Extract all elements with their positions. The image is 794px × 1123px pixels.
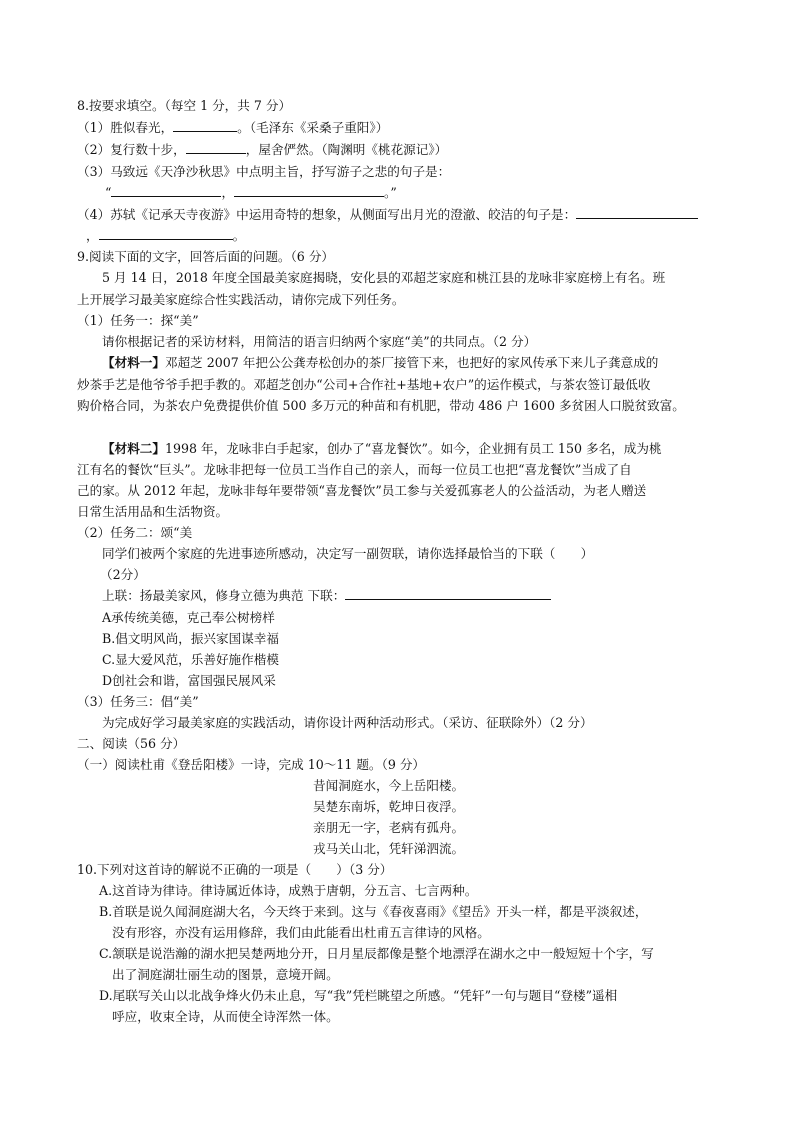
q8-item-3: （3）马致远《天净沙秋思》中点明主旨，抒写游子之悲的句子是： <box>77 164 451 179</box>
answer-blank[interactable] <box>99 226 233 240</box>
comma: ， <box>221 185 235 200</box>
quote-open: “ <box>105 185 112 200</box>
quote-close: 。” <box>384 185 397 200</box>
q8-item-1-text: （1）胜似春光， <box>77 120 174 135</box>
q9-intro-line: 5 月 14 日，2018 年度全国最美家庭揭晓，安化县的邓超芝家庭和桃江县的龙咏非家庭榜上有名。班 <box>102 270 666 285</box>
material-1-line: 炒茶手艺是他爷爷手把手教的。邓超芝创办“公司+合作社+基地+农户”的运作模式，与茶农签订最低收 <box>77 377 651 392</box>
q9-intro-line: 上开展学习最美家庭综合性实践活动，请你完成下列任务。 <box>77 292 405 307</box>
material-2-line: 江有名的餐饮“巨头”。龙咏非把每一位员工当作自己的亲人，而每一位员工也把“喜龙餐饮”当成了自 <box>77 462 632 477</box>
task-2-score: （2分） <box>100 567 146 582</box>
answer-blank[interactable] <box>173 118 237 132</box>
q8-item-3-blanks <box>105 183 397 203</box>
couplet-line <box>102 586 551 606</box>
q10-option-d[interactable]: D.尾联写关山以北战争烽火仍未止息，写“我”凭栏眺望之所感。“凭轩”一句与题目“登楼”遥相 <box>99 988 618 1003</box>
q8-item-4 <box>77 205 698 225</box>
q8-item-2-text: （2）复行数十步， <box>77 142 186 157</box>
q10-option-b[interactable]: B.首联是说久闻洞庭湖大名，今天终于来到。这与《春夜喜雨》《望岳》开头一样，都是平淡叙述， <box>99 904 648 919</box>
poem-line: 亲朋无一字，老病有孤舟。 <box>313 820 465 835</box>
q8-item-1 <box>77 118 388 138</box>
q8-item-2-source: ，屋舍俨然。（陶渊明《桃花源记》） <box>245 142 448 157</box>
task-2-prompt: 同学们被两个家庭的先进事迹所感动，决定写一副贺联，请你选择最恰当的下联（ ） <box>102 546 594 561</box>
q10-title: 10.下列对这首诗的解说不正确的一项是（ ）（3 分） <box>77 862 393 877</box>
task-3-prompt: 为完成好学习最美家庭的实践活动，请你设计两种活动形式。（采访、征联除外）（2 分） <box>102 715 593 730</box>
material-2-line: 日常生活用品和生活物资。 <box>77 504 229 519</box>
material-1-label: 【材料一】 <box>102 355 165 370</box>
material-2-line <box>102 439 662 459</box>
material-1-line: 购价格合同，为茶农户免费提供价值 500 多万元的种苗和有机肥，带动 486 户 1600 多贫困人口脱贫致富。 <box>77 398 685 413</box>
material-2-text: 1998 年，龙咏非白手起家，创办了“喜龙餐饮”。如今，企业拥有员工 150 多名，成为桃 <box>164 441 662 456</box>
comma: ， <box>86 228 99 243</box>
option-b[interactable]: B.倡文明风尚，振兴家国谋幸福 <box>102 631 279 646</box>
q8-item-4-blanks <box>86 226 245 246</box>
option-d[interactable]: D创社会和谐，富国强民展风采 <box>102 673 276 688</box>
q10-option-c-cont: 出了洞庭湖壮丽生动的图景，意境开阔。 <box>112 967 339 982</box>
answer-blank[interactable] <box>186 140 246 154</box>
q9-title: 9.阅读下面的文字，回答后面的问题。（6 分） <box>77 249 335 264</box>
material-2-line: 己的家。从 2012 年起，龙咏非每年要带领“喜龙餐饮”员工参与关爱孤寡老人的公益活动，为老人赠送 <box>77 483 647 498</box>
option-c[interactable]: C.显大爱风范，乐善好施作楷模 <box>102 652 279 667</box>
poem-line: 戎马关山北，凭轩涕泗流。 <box>313 841 465 856</box>
period: 。 <box>232 228 246 243</box>
answer-blank[interactable] <box>345 586 551 600</box>
q8-item-1-source: 。（毛泽东《采桑子重阳》） <box>237 120 389 135</box>
material-2-label: 【材料二】 <box>102 441 165 456</box>
task-3-title: （3）任务三：倡“美” <box>77 694 199 709</box>
section-2-sub-1: （一）阅读杜甫《登岳阳楼》一诗，完成 10～11 题。（9 分） <box>77 757 426 772</box>
poem-line: 昔闻洞庭水，今上岳阳楼。 <box>313 778 465 793</box>
task-2-title: （2）任务二：颂“美 <box>77 525 193 540</box>
poem-line: 吴楚东南坼，乾坤日夜浮。 <box>313 799 465 814</box>
q8-item-4-text: （4）苏轼《记承天寺夜游》中运用奇特的想象，从侧面写出月光的澄澈、皎洁的句子是： <box>77 207 577 222</box>
material-1-line <box>102 353 658 373</box>
task-1-prompt: 请你根据记者的采访材料，用简洁的语言归纳两个家庭“美”的共同点。（2 分） <box>102 334 537 349</box>
q10-option-b-cont: 没有形容，亦没有运用修辞，我们由此能看出杜甫五言律诗的风格。 <box>112 925 490 940</box>
answer-blank[interactable] <box>234 183 384 197</box>
answer-blank[interactable] <box>576 205 698 219</box>
option-a[interactable]: A承传统美德，克己奉公树榜样 <box>102 610 275 625</box>
couplet-text: 上联：扬最美家风，修身立德为典范 下联： <box>102 588 346 603</box>
answer-blank[interactable] <box>111 183 221 197</box>
q10-option-d-cont: 呼应，收束全诗，从而使全诗浑然一体。 <box>112 1009 339 1024</box>
q8-item-2 <box>77 140 447 160</box>
q8-title: 8.按要求填空。（每空 1 分，共 7 分） <box>77 98 292 113</box>
task-1-title: （1）任务一：探“美” <box>77 313 199 328</box>
q10-option-a[interactable]: A.这首诗为律诗。律诗属近体诗，成熟于唐朝，分五言、七言两种。 <box>99 883 478 898</box>
q10-option-c[interactable]: C.颔联是说浩瀚的湖水把吴楚两地分开，日月星辰都像是整个地漂浮在湖水之中一般短短十个字，写 <box>99 946 654 961</box>
section-2-title: 二、阅读（56 分） <box>77 736 186 751</box>
material-1-text: 邓超芝 2007 年把公公龚寿松创办的茶厂接管下来，也把好的家风传承下来儿子龚意成的 <box>164 355 659 370</box>
